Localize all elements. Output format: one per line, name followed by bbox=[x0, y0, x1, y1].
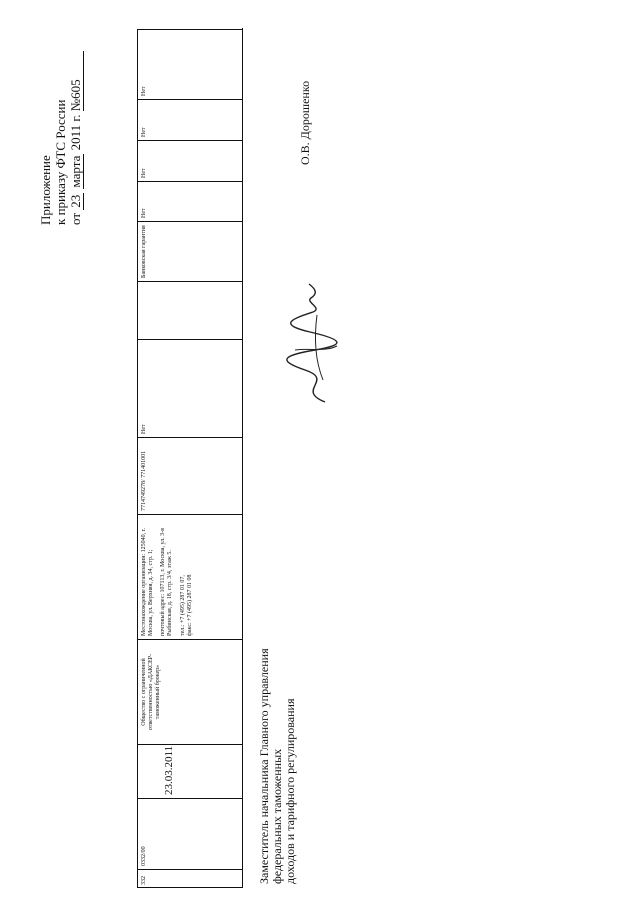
cell-date: 23.03.2011 bbox=[138, 744, 242, 798]
cell-address: Местонахождение организации: 125040, г. Москва, ул. Верхняя, д. 34, стр. 1; почтовый адрес: 107113, г. Москва, ул. 3-я Рыбинская, д. 18, стр. 3/4, этаж 5. тел.: +7 (495) 287 01 07, факс: +7 (495) 287 01 08 bbox=[138, 514, 242, 639]
order-number: 605 bbox=[68, 79, 83, 99]
number-prefix: № bbox=[68, 98, 83, 112]
signatory-title: Заместитель начальника Главного управления федеральных таможенных доходов и тарифного регулирования bbox=[257, 648, 297, 884]
handwritten-signature-icon bbox=[265, 270, 355, 410]
signer-name: О.В. Дорошенко bbox=[298, 80, 312, 165]
date-day: 23 bbox=[68, 194, 83, 208]
cell-security: Банковская гарантия bbox=[138, 221, 242, 281]
order-reference: к приказу ФТС России bbox=[53, 99, 68, 225]
cell-col-a: Нет bbox=[138, 181, 242, 221]
appendix-header bbox=[38, 25, 84, 225]
cell-row-number: 332 bbox=[138, 869, 242, 887]
cell-col-b: Нет bbox=[138, 140, 242, 181]
date-year: 2011 г. bbox=[68, 114, 83, 151]
order-date-number: от 23 марта 2011 г. №605 bbox=[68, 25, 84, 225]
cell-branches: Нет bbox=[138, 339, 242, 437]
cell-col-c: Нет bbox=[138, 99, 242, 140]
date-month: марта bbox=[68, 155, 83, 188]
cell-col-d: Нет bbox=[141, 86, 147, 96]
cell-inn-kpp: 7714749278/ 771401001 bbox=[138, 437, 242, 514]
table-bottom-rule bbox=[242, 28, 243, 887]
cell-empty bbox=[138, 281, 242, 339]
cell-reg-number: 0332/00 bbox=[138, 798, 242, 869]
registry-table bbox=[137, 29, 243, 888]
appendix-title: Приложение bbox=[38, 155, 53, 225]
cell-organization: Общество с ограниченной ответственностью «ДАКСЕР-таможенный брокер» bbox=[138, 639, 242, 744]
